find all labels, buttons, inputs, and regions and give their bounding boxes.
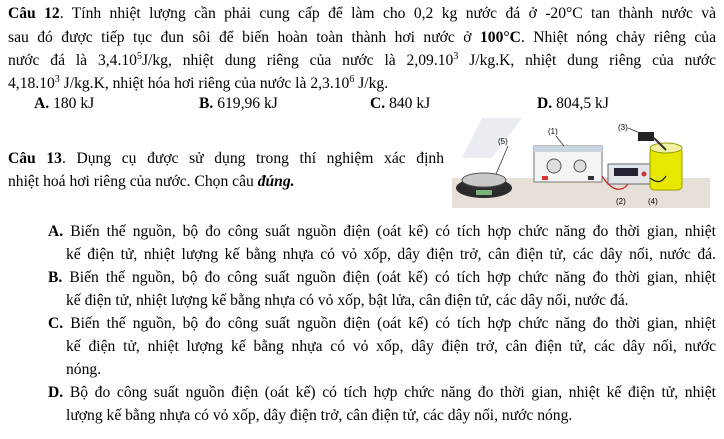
q13-answer-a-line-2: kế điện tử, nhiệt lượng kế bằng nhựa có vỏ xốp, dây điện trở, cân điện tử, các dây nối, nước đá. [66, 246, 716, 263]
apparatus-figure [452, 118, 710, 208]
q12-label: Câu 12 [8, 5, 60, 22]
q12-option-d[interactable]: D. 804,5 kJ [537, 95, 609, 112]
q13-answer-d-line-1[interactable]: D. Bộ đo công suất nguồn điện (oát kế) có tích hợp chức năng đo thời gian, nhiệt kế điện tử, nhiệt [48, 384, 716, 401]
figure-label-1: (1) [548, 127, 558, 136]
q13-line-1: Câu 13. Dụng cụ được sử dụng trong thí nghiệm xác định [8, 150, 445, 167]
q12-line-3: nước đá là 3,4.10$^5$J/kg, nhiệt dung riêng của nước là 2,09.10$^3$ J/kg.K, nhiệt dung riêng của nước [8, 50, 716, 69]
q12-option-b[interactable]: B. 619,96 kJ [199, 95, 278, 112]
q13-line-2: nhiệt hoá hơi riêng của nước. Chọn câu đúng. [8, 173, 295, 190]
electronic-scale-drawing [456, 173, 512, 198]
q13-answer-c-line-1[interactable]: C. Biến thế nguồn, bộ đo công suất nguồn điện (oát kế) có tích hợp chức năng đo thời gian, nhiệt [48, 315, 716, 332]
figure-label-5: (5) [498, 137, 508, 146]
wattmeter-drawing [608, 164, 650, 184]
q13-answer-a-line-1[interactable]: A. Biến thế nguồn, bộ đo công suất nguồn điện (oát kế) có tích hợp chức năng đo thời gian, nhiệt [48, 223, 716, 240]
power-supply-drawing [534, 146, 602, 182]
q13-answer-b-line-1[interactable]: B. Biến thế nguồn, bộ đo công suất nguồn điện (oát kế) có tích hợp chức năng đo thời gian, nhiệt [48, 269, 716, 286]
q13-label: Câu 13 [8, 150, 62, 167]
figure-label-4: (4) [648, 197, 658, 206]
q12-line-1: Câu 12. Tính nhiệt lượng cần phải cung cấp để làm cho 0,2 kg nước đá ở -20°C tan thành nước và [8, 5, 716, 22]
calorimeter-drawing [650, 143, 682, 190]
figure-label-3: (3) [618, 123, 628, 132]
q13-answer-c-line-2: kế điện tử, nhiệt lượng kế bằng nhựa có vỏ xốp, dây điện trở, cân điện tử, các dây nối, nước [66, 338, 716, 355]
q13-answer-c-line-3: nóng. [66, 361, 102, 378]
q12-line-4: 4,18.10$^3$ J/kg.K, nhiệt hóa hơi riêng của nước là 2,3.10$^6$ J/kg. [8, 73, 389, 92]
figure-label-2: (2) [616, 197, 626, 206]
q13-answer-b-line-2: kế điện tử, nhiệt lượng kế bằng nhựa có vỏ xốp, bật lửa, cân điện tử, các dây nối, nước đá. [66, 292, 629, 309]
q12-option-a[interactable]: A. 180 kJ [34, 95, 95, 112]
q13-answer-d-line-2: lượng kế bằng nhựa có vỏ xốp, dây điện trở, cân điện tử, các dây nối, nước nóng. [66, 407, 573, 424]
q12-line-2: sau đó được tiếp tục đun sôi để biến hoàn toàn thành hơi nước ở 100°C. Nhiệt nóng chảy riêng của [8, 29, 716, 46]
q12-option-c[interactable]: C. 840 kJ [370, 95, 431, 112]
figure-background [462, 118, 522, 158]
